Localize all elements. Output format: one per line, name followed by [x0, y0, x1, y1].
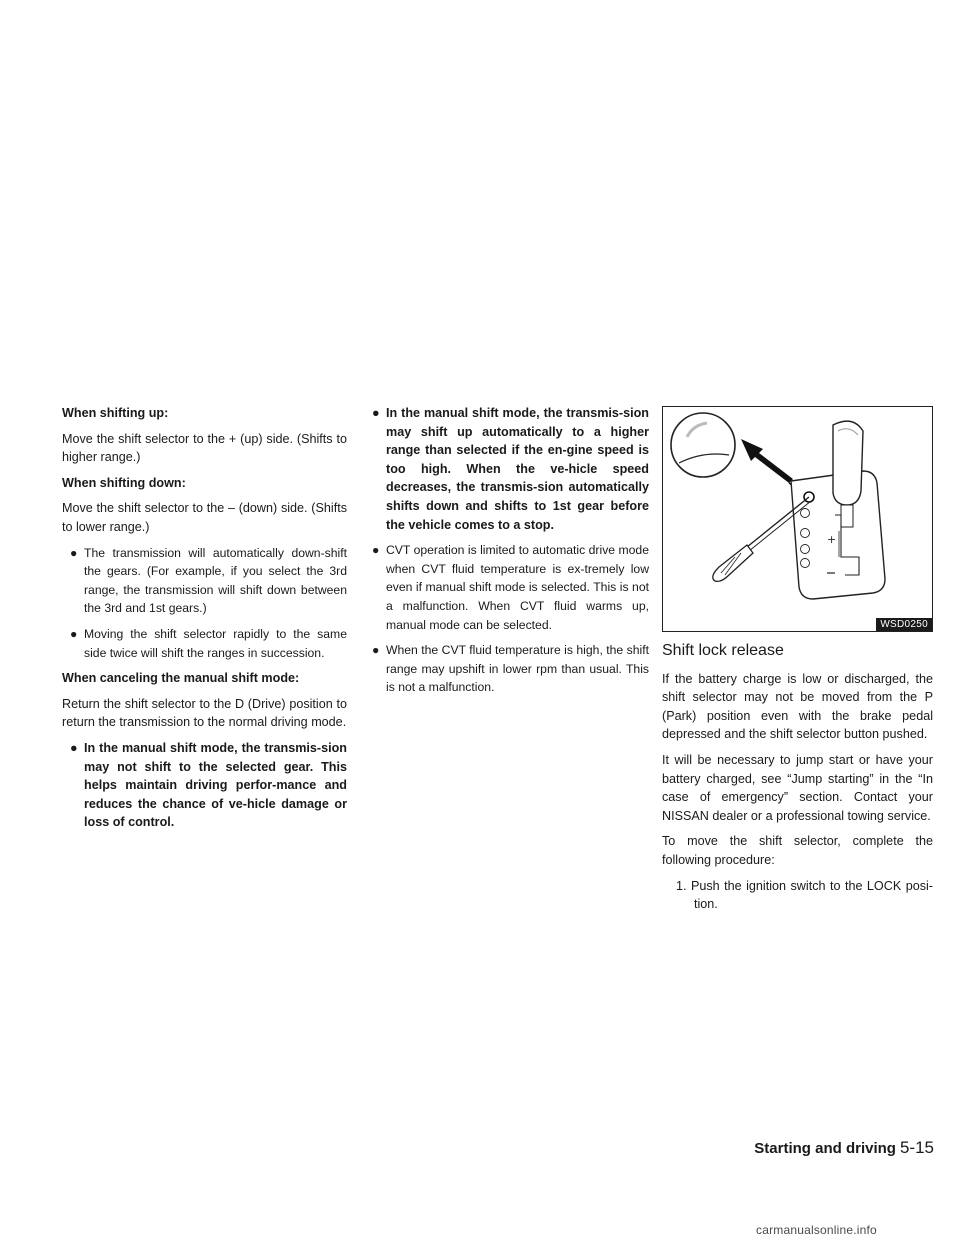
bullet-text: When the CVT fluid temperature is high, the shift range may upshift in lower rpm than usual. This is not a malfunction. — [386, 643, 649, 695]
page-number: 5-15 — [899, 1138, 934, 1157]
heading-shifting-down: When shifting down: — [62, 475, 186, 490]
para-shift-lock-1: If the battery charge is low or discharged, the shift selector may not be moved from the P (Park) position even with the brake pedal depressed and the shift selector button pushed. — [662, 671, 933, 742]
bullet-icon: ● — [372, 406, 380, 420]
para-shift-lock-2: It will be necessary to jump start or have your battery charged, see “Jump starting” in the “In case of emergency” section. Contact your NISSAN dealer or a professional towing service. — [662, 752, 933, 823]
para-canceling: Return the shift selector to the D (Drive) position to return the transmission to the normal driving mode. — [62, 696, 347, 730]
svg-text:+: + — [827, 533, 837, 546]
left-column — [62, 404, 347, 839]
heading-shifting-up: When shifting up: — [62, 406, 169, 420]
watermark: carmanualsonline.info — [756, 1223, 877, 1237]
bullet-item — [62, 625, 347, 662]
figure-code: WSD0250 — [876, 618, 932, 631]
bullet-item — [62, 544, 347, 618]
para-shift-lock-3: To move the shift selector, complete the following procedure: — [662, 834, 933, 867]
bullet-text: Moving the shift selector rapidly to the same side twice will shift the ranges in succession. — [84, 626, 347, 660]
right-column — [662, 642, 933, 921]
bullet-item-bold — [364, 404, 649, 534]
bullet-item — [364, 641, 649, 697]
bullet-icon: ● — [70, 545, 78, 560]
bullet-icon: ● — [70, 626, 78, 641]
bullet-text: CVT operation is limited to automatic drive mode when CVT fluid temperature is ex-tremely low even if manual shift mode is selected. This is not a malfunction. When CVT fluid warms up, manual mode can be selected. — [386, 543, 649, 632]
bullet-text: In the manual shift mode, the transmis-sion may not shift to the selected gear. This helps maintain driving perfor-mance and reduces the chance of ve-hicle damage or loss of control. — [84, 740, 347, 830]
page-footer — [640, 1138, 934, 1158]
para-shifting-down: Move the shift selector to the – (down) side. (Shifts to lower range.) — [62, 501, 347, 534]
bullet-text: In the manual shift mode, the transmis-sion may shift up automatically to a higher range than selected if the en-gine speed is too high. When the ve-hicle speed decreases, the transmis-sion automatically shifts down and shifts to 1st gear before the vehicle comes to a stop. — [386, 406, 649, 532]
bullet-text: The transmission will automatically down-shift the gears. (For example, if you select the 3rd range, the transmission will shift down between the 3rd and 1st gears.) — [84, 545, 347, 616]
bullet-icon: ● — [372, 643, 380, 658]
bullet-item-bold — [62, 739, 347, 832]
para-shifting-up: Move the shift selector to the + (up) side. (Shifts to higher range.) — [62, 431, 347, 465]
shift-selector-drawing — [663, 407, 932, 631]
shift-lock-illustration — [662, 406, 933, 632]
footer-section: Starting and driving — [754, 1140, 896, 1157]
bullet-icon: ● — [372, 543, 380, 558]
procedure-step-1: 1. Push the ignition switch to the LOCK posi-tion. — [676, 878, 933, 912]
section-title: Shift lock release — [662, 642, 784, 659]
heading-canceling: When canceling the manual shift mode: — [62, 671, 300, 686]
middle-column — [364, 404, 649, 704]
bullet-icon: ● — [70, 740, 78, 755]
bullet-item — [364, 541, 649, 634]
